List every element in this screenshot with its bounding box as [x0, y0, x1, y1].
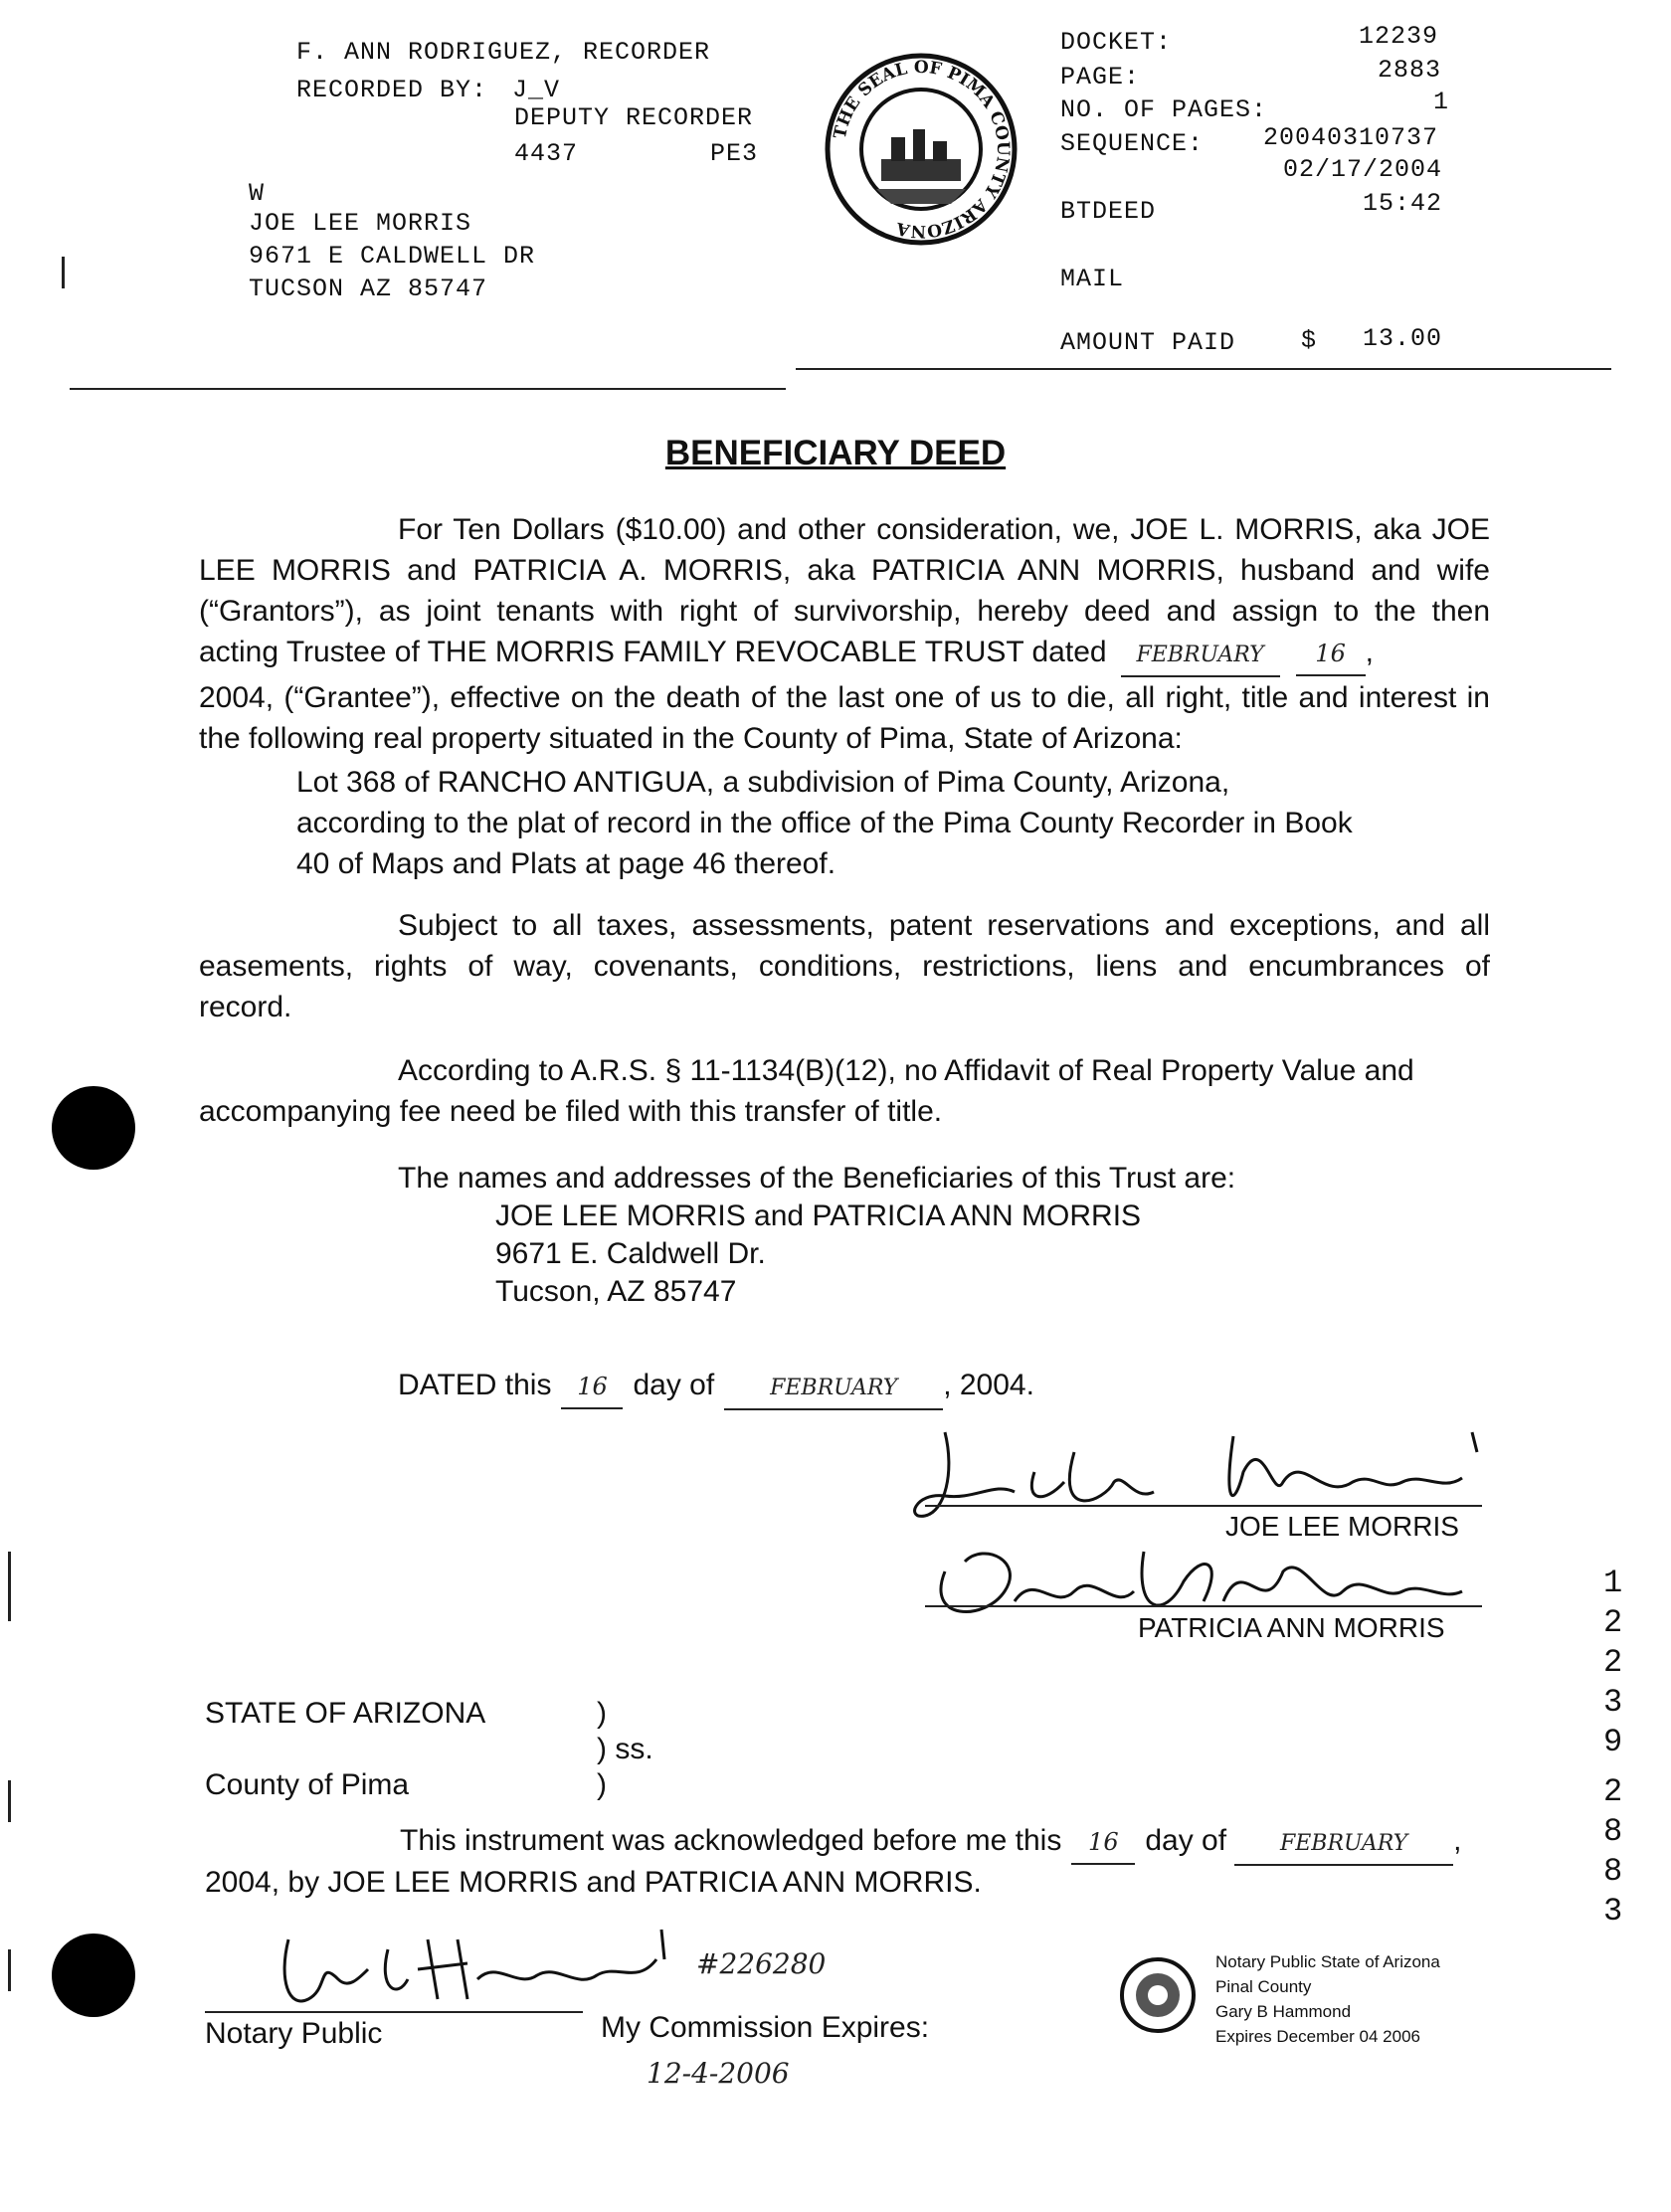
beneficiaries-intro: The names and addresses of the Beneficiaries of this Trust are: [398, 1162, 1236, 1195]
margin-digit: 8 [1603, 1853, 1623, 1890]
grant-line-3: (“Grantors”), as joint tenants with right of survivorship, hereby deed and assign to the then [199, 595, 1490, 628]
margin-page-number [1603, 1772, 1622, 1932]
margin-docket-number [1603, 1564, 1622, 1762]
signature-notary [269, 1920, 686, 2019]
legal-line-1: Lot 368 of RANCHO ANTIGUA, a subdivision of Pima County, Arizona, [296, 766, 1230, 799]
mail-label: MAIL [1060, 265, 1125, 293]
stamp-line-4: Expires December 04 2006 [1215, 2027, 1421, 2046]
dated-text-a: DATED this [398, 1369, 552, 1401]
doc-type: BTDEED [1060, 197, 1157, 226]
subject-line-1: Subject to all taxes, assessments, patent reservations and exceptions, and all [398, 909, 1490, 942]
state-label: STATE OF ARIZONA [205, 1697, 486, 1730]
page-value: 2883 [1378, 56, 1442, 85]
venue-paren-3: ) [597, 1768, 607, 1801]
return-name: JOE LEE MORRIS [249, 209, 472, 238]
grant-line-2: LEE MORRIS and PATRICIA A. MORRIS, aka PATRICIA ANN MORRIS, husband and wife [199, 554, 1490, 587]
grant-line-5: 2004, (“Grantee”), effective on the death of the last one of us to die, all right, title and interest in [199, 681, 1490, 714]
return-code: W [249, 179, 266, 208]
recorded-by-label: RECORDED BY: [296, 76, 488, 104]
affidavit-paragraph [199, 1050, 1490, 1132]
trust-date-day: 16 [1296, 634, 1366, 676]
stamp-line-2: Pinal County [1215, 1977, 1312, 1996]
county-label: County of Pima [205, 1768, 410, 1801]
header-rule-left [70, 388, 786, 390]
margin-digit: 2 [1603, 1773, 1623, 1810]
stamp-line-1: Notary Public State of Arizona [1215, 1952, 1440, 1971]
grant-line-4-comma: , [1365, 636, 1374, 668]
signer-1-name: JOE LEE MORRIS [1225, 1511, 1459, 1542]
dated-line [398, 1365, 1034, 1410]
commission-expires-label: My Commission Expires: [601, 2011, 930, 2044]
scan-mark [8, 1780, 11, 1822]
margin-digit: 2 [1603, 1644, 1623, 1681]
dated-day: 16 [561, 1367, 623, 1409]
grant-line-4-text: acting Trustee of THE MORRIS FAMILY REVOCABLE TRUST dated [199, 636, 1107, 668]
grant-line-4 [199, 632, 1490, 677]
ack-text-c: , [1453, 1824, 1462, 1857]
acknowledgment-line-1 [400, 1820, 1461, 1866]
recorded-by-value: J_V [512, 76, 561, 104]
stamp-line-3: Gary B Hammond [1215, 2002, 1352, 2021]
legal-line-3: 40 of Maps and Plats at page 46 thereof. [296, 847, 836, 880]
ack-month: FEBRUARY [1234, 1823, 1453, 1866]
dated-month: FEBRUARY [724, 1368, 943, 1410]
document-title: BENEFICIARY DEED [664, 434, 1007, 472]
ack-text-b: day of [1145, 1824, 1227, 1857]
grant-line-1: For Ten Dollars ($10.00) and other consideration, we, JOE L. MORRIS, aka JOE [398, 513, 1490, 546]
signer-2-name: PATRICIA ANN MORRIS [1138, 1612, 1445, 1643]
margin-digit: 2 [1603, 1604, 1623, 1641]
docket-label: DOCKET: [1060, 28, 1173, 57]
sequence-label: SEQUENCE: [1060, 129, 1205, 158]
legal-line-2: according to the plat of record in the office of the Pima County Recorder in Book [296, 807, 1353, 839]
punch-hole-upper [52, 1086, 135, 1170]
notary-stamp-seal-icon [1118, 1955, 1198, 2035]
beneficiaries-names: JOE LEE MORRIS and PATRICIA ANN MORRIS [495, 1199, 1142, 1232]
return-city: TUCSON AZ 85747 [249, 275, 488, 303]
beneficiaries-block [398, 1160, 1392, 1311]
pages-value: 1 [1433, 88, 1450, 116]
notary-number: #226280 [696, 1947, 827, 1980]
acknowledgment-line-2: 2004, by JOE LEE MORRIS and PATRICIA ANN MORRIS. [205, 1866, 982, 1899]
amount-label: AMOUNT PAID [1060, 328, 1236, 357]
notary-stamp-text [1215, 1949, 1440, 2049]
seal-text: THE SEAL OF PIMA COUNTY ARIZONA [830, 57, 1014, 242]
deputy-code: 4437 [514, 139, 579, 168]
recorder-name: F. ANN RODRIGUEZ, RECORDER [296, 38, 711, 67]
margin-digit: 8 [1603, 1813, 1623, 1850]
recorded-time: 15:42 [1363, 189, 1443, 218]
pages-label: NO. OF PAGES: [1060, 95, 1268, 124]
subject-line-2: easements, rights of way, covenants, conditions, restrictions, liens and encumbrances of [199, 950, 1490, 983]
docket-value: 12239 [1359, 22, 1439, 51]
dated-text-b: day of [633, 1369, 715, 1401]
notary-public-label: Notary Public [205, 2017, 383, 2050]
ack-text-a: This instrument was acknowledged before me this [400, 1824, 1062, 1857]
venue-paren-1: ) [597, 1697, 607, 1730]
amount-currency: $ [1301, 326, 1318, 355]
header-rule-right [796, 368, 1611, 370]
legal-description [296, 762, 1391, 884]
beneficiaries-street: 9671 E. Caldwell Dr. [495, 1237, 766, 1270]
dated-text-c: , 2004. [943, 1369, 1034, 1401]
margin-digit: 1 [1603, 1565, 1623, 1601]
punch-hole-lower [52, 1934, 135, 2017]
trust-date-month: FEBRUARY [1121, 635, 1280, 677]
margin-digit: 9 [1603, 1724, 1623, 1760]
grant-paragraph [199, 509, 1490, 759]
pima-county-seal [822, 50, 1021, 249]
page-label: PAGE: [1060, 63, 1141, 92]
venue-paren-ss: ) ss. [597, 1733, 653, 1765]
margin-digit: 3 [1603, 1684, 1623, 1721]
commission-date: 12-4-2006 [647, 2057, 790, 2090]
deputy-suffix: PE3 [710, 139, 759, 168]
subject-line-3: record. [199, 991, 292, 1023]
scan-mark [8, 1949, 11, 1991]
margin-digit: 3 [1603, 1893, 1623, 1930]
sequence-value: 20040310737 [1263, 123, 1439, 152]
affidavit-line-1: According to A.R.S. § 11-1134(B)(12), no Affidavit of Real Property Value and [398, 1054, 1414, 1087]
grant-line-6: the following real property situated in the County of Pima, State of Arizona: [199, 722, 1183, 755]
ack-day: 16 [1071, 1822, 1135, 1865]
deputy-recorder-label: DEPUTY RECORDER [514, 103, 754, 132]
recorded-date: 02/17/2004 [1283, 155, 1443, 184]
beneficiaries-city: Tucson, AZ 85747 [495, 1275, 737, 1308]
scan-mark [8, 1552, 11, 1621]
affidavit-line-2: accompanying fee need be filed with this transfer of title. [199, 1095, 943, 1128]
amount-value: 13.00 [1363, 324, 1443, 353]
scan-mark [62, 257, 65, 288]
subject-to-paragraph [199, 905, 1490, 1027]
return-street: 9671 E CALDWELL DR [249, 242, 536, 271]
